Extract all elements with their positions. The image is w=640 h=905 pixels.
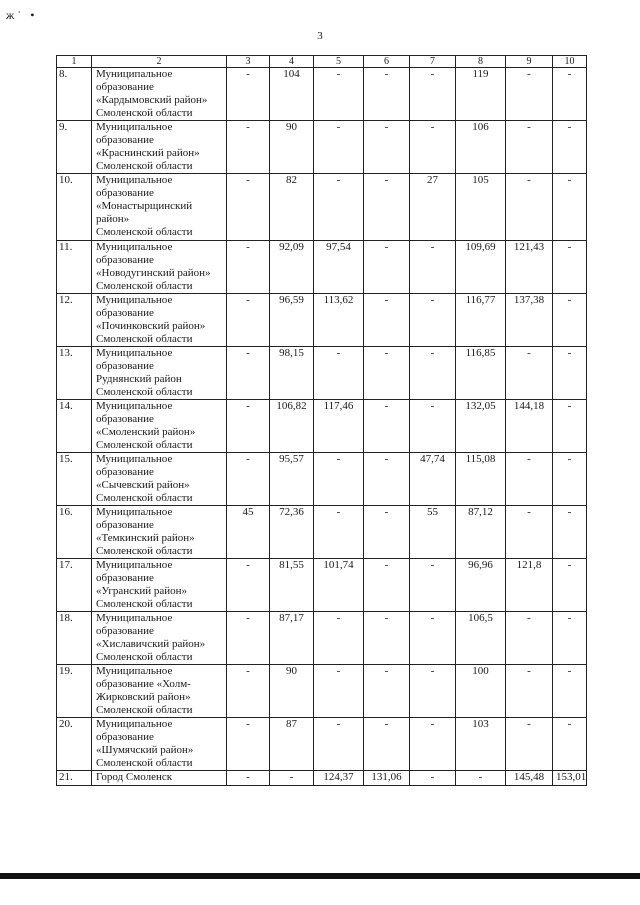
value-cell: 72,36 [270,506,314,559]
row-number-cell: 9. [57,121,92,174]
value-cell: 106,5 [456,612,506,665]
municipality-cell: Муниципальное образование «Темкинский район» Смоленской области [92,506,227,559]
value-cell: 45 [227,506,270,559]
value-cell: 131,06 [364,771,410,786]
value-cell: 90 [270,665,314,718]
value-cell: - [364,718,410,771]
header-cell: 10 [553,56,587,68]
municipality-cell: Муниципальное образование «Кардымовский район» Смоленской области [92,68,227,121]
value-cell: 104 [270,68,314,121]
value-cell: 100 [456,665,506,718]
header-cell: 5 [314,56,364,68]
value-cell: 106,82 [270,400,314,453]
value-cell: - [553,174,587,241]
value-cell: 116,85 [456,347,506,400]
municipality-cell: Муниципальное образование «Сычевский район» Смоленской области [92,453,227,506]
header-cell: 7 [410,56,456,68]
value-cell: 90 [270,121,314,174]
value-cell: 105 [456,174,506,241]
value-cell: - [227,665,270,718]
table-row [57,771,587,786]
value-cell: 97,54 [314,241,364,294]
value-cell: - [506,121,553,174]
value-cell: - [410,347,456,400]
value-cell: 27 [410,174,456,241]
table-row [57,68,587,121]
value-cell: - [506,506,553,559]
value-cell: - [410,559,456,612]
value-cell: - [227,718,270,771]
value-cell: - [456,771,506,786]
row-number-cell: 20. [57,718,92,771]
value-cell: - [314,665,364,718]
value-cell: 121,8 [506,559,553,612]
value-cell: 132,05 [456,400,506,453]
tariff-table [56,55,587,786]
value-cell: - [553,68,587,121]
value-cell: - [364,453,410,506]
value-cell: 96,59 [270,294,314,347]
row-number-cell: 15. [57,453,92,506]
value-cell: - [364,506,410,559]
row-number-cell: 13. [57,347,92,400]
value-cell: - [364,347,410,400]
table-row [57,294,587,347]
value-cell: 87 [270,718,314,771]
header-cell: 4 [270,56,314,68]
value-cell: 109,69 [456,241,506,294]
value-cell: - [314,174,364,241]
value-cell: - [553,559,587,612]
value-cell: - [553,121,587,174]
header-cell: 2 [92,56,227,68]
value-cell: - [314,718,364,771]
table-row [57,559,587,612]
table-row [57,453,587,506]
value-cell: - [364,121,410,174]
value-cell: - [364,665,410,718]
row-number-cell: 8. [57,68,92,121]
value-cell: - [227,174,270,241]
value-cell: 153,01 [553,771,587,786]
value-cell: 98,15 [270,347,314,400]
value-cell: - [227,453,270,506]
value-cell: 47,74 [410,453,456,506]
value-cell: - [227,121,270,174]
value-cell: 121,43 [506,241,553,294]
value-cell: - [506,68,553,121]
value-cell: 113,62 [314,294,364,347]
value-cell: - [270,771,314,786]
row-number-cell: 14. [57,400,92,453]
value-cell: 81,55 [270,559,314,612]
value-cell: - [227,400,270,453]
value-cell: 87,12 [456,506,506,559]
municipality-cell: Муниципальное образование «Шумячский район» Смоленской области [92,718,227,771]
table-row [57,400,587,453]
table-row [57,718,587,771]
corner-mark: ж˙ • [6,8,38,22]
value-cell: 144,18 [506,400,553,453]
municipality-cell: Город Смоленск [92,771,227,786]
header-row [57,56,587,68]
value-cell: - [364,400,410,453]
value-cell: - [553,506,587,559]
value-cell: - [364,241,410,294]
value-cell: - [553,665,587,718]
value-cell: 116,77 [456,294,506,347]
value-cell: - [227,241,270,294]
table-row [57,121,587,174]
value-cell: 87,17 [270,612,314,665]
value-cell: - [314,453,364,506]
table-row [57,665,587,718]
value-cell: 101,74 [314,559,364,612]
row-number-cell: 21. [57,771,92,786]
value-cell: - [553,453,587,506]
value-cell: - [227,612,270,665]
table-row [57,241,587,294]
value-cell: - [410,718,456,771]
value-cell: 145,48 [506,771,553,786]
value-cell: - [410,294,456,347]
value-cell: - [553,400,587,453]
value-cell: 124,37 [314,771,364,786]
value-cell: 96,96 [456,559,506,612]
municipality-cell: Муниципальное образование «Смоленский район» Смоленской области [92,400,227,453]
value-cell: - [410,121,456,174]
value-cell: - [410,241,456,294]
header-cell: 6 [364,56,410,68]
table-row [57,506,587,559]
value-cell: - [314,68,364,121]
value-cell: - [364,174,410,241]
municipality-cell: Муниципальное образование Руднянский район Смоленской области [92,347,227,400]
value-cell: 55 [410,506,456,559]
value-cell: 137,38 [506,294,553,347]
value-cell: - [506,453,553,506]
value-cell: - [410,400,456,453]
value-cell: 119 [456,68,506,121]
scan-edge-bar [0,873,640,879]
value-cell: - [410,68,456,121]
row-number-cell: 11. [57,241,92,294]
row-number-cell: 18. [57,612,92,665]
municipality-cell: Муниципальное образование «Холм- Жирковский район» Смоленской области [92,665,227,718]
header-cell: 8 [456,56,506,68]
municipality-cell: Муниципальное образование «Краснинский район» Смоленской области [92,121,227,174]
value-cell: - [314,347,364,400]
header-cell: 1 [57,56,92,68]
value-cell: 92,09 [270,241,314,294]
municipality-cell: Муниципальное образование «Новодугинский район» Смоленской области [92,241,227,294]
value-cell: - [410,612,456,665]
value-cell: - [314,121,364,174]
value-cell: - [227,559,270,612]
row-number-cell: 16. [57,506,92,559]
value-cell: - [364,612,410,665]
value-cell: - [553,612,587,665]
value-cell: - [506,612,553,665]
value-cell: - [506,665,553,718]
table-body [57,68,587,786]
municipality-cell: Муниципальное образование «Угранский район» Смоленской области [92,559,227,612]
row-number-cell: 17. [57,559,92,612]
value-cell: - [506,718,553,771]
value-cell: 115,08 [456,453,506,506]
header-cell: 9 [506,56,553,68]
value-cell: 106 [456,121,506,174]
value-cell: - [227,294,270,347]
value-cell: - [410,771,456,786]
value-cell: - [227,771,270,786]
value-cell: - [553,718,587,771]
value-cell: - [553,294,587,347]
value-cell: - [227,347,270,400]
row-number-cell: 12. [57,294,92,347]
table-row [57,174,587,241]
value-cell: - [364,559,410,612]
value-cell: - [506,174,553,241]
table-row [57,612,587,665]
value-cell: - [364,68,410,121]
value-cell: 95,57 [270,453,314,506]
value-cell: - [553,347,587,400]
municipality-cell: Муниципальное образование «Хиславичский район» Смоленской области [92,612,227,665]
page-number: 3 [317,30,323,42]
value-cell: - [553,241,587,294]
value-cell: - [364,294,410,347]
municipality-cell: Муниципальное образование «Монастырщинский район» Смоленской области [92,174,227,241]
value-cell: - [410,665,456,718]
value-cell: - [227,68,270,121]
value-cell: 103 [456,718,506,771]
row-number-cell: 19. [57,665,92,718]
municipality-cell: Муниципальное образование «Починковский район» Смоленской области [92,294,227,347]
header-cell: 3 [227,56,270,68]
row-number-cell: 10. [57,174,92,241]
value-cell: 117,46 [314,400,364,453]
value-cell: - [506,347,553,400]
value-cell: 82 [270,174,314,241]
value-cell: - [314,506,364,559]
table-row [57,347,587,400]
value-cell: - [314,612,364,665]
